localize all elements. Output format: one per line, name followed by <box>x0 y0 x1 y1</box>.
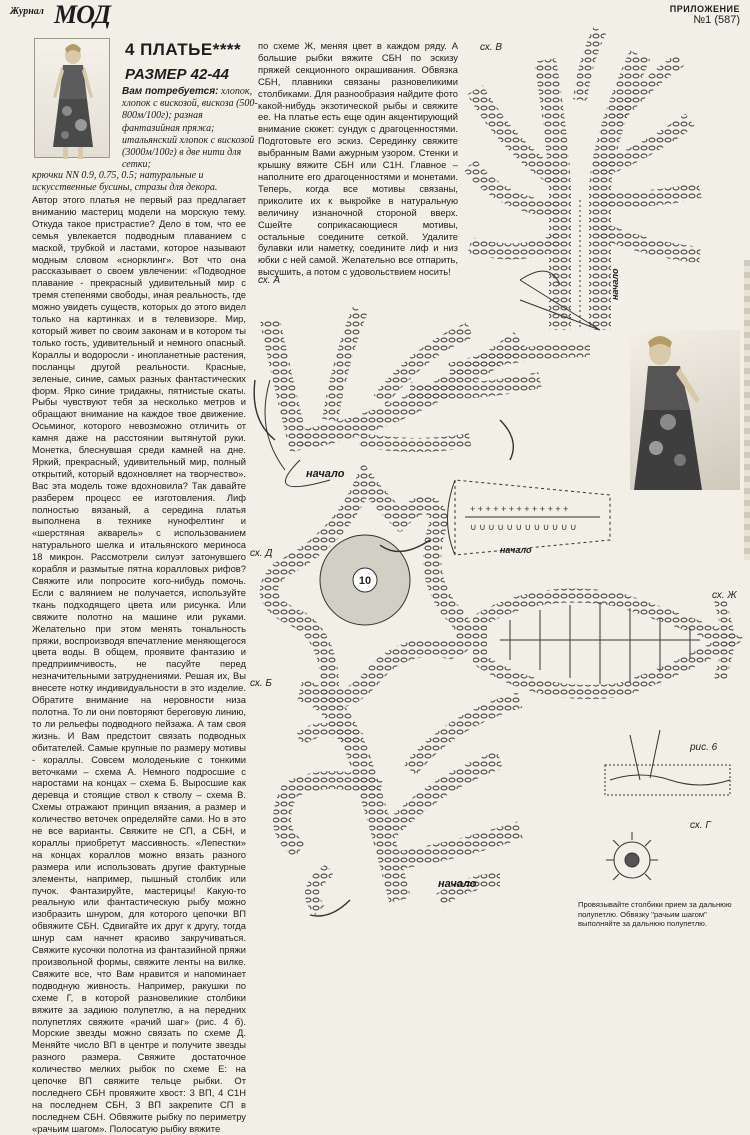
magazine-word: Журнал <box>10 6 44 17</box>
svg-text:∪ ∪ ∪ ∪ ∪ ∪ ∪ ∪ ∪ ∪ ∪ ∪: ∪ ∪ ∪ ∪ ∪ ∪ ∪ ∪ ∪ ∪ ∪ ∪ <box>470 522 577 532</box>
scheme-v-label: сх. В <box>480 42 503 53</box>
scheme-e-diagram <box>448 480 611 555</box>
start-label-a: начало <box>306 468 345 480</box>
supplement-label: ПРИЛОЖЕНИЕ <box>669 4 740 14</box>
article-title: 4 ПЛАТЬЕ**** <box>125 40 242 59</box>
magazine-logo: МОД <box>54 0 111 29</box>
materials-label: Вам потребуется: <box>122 86 219 97</box>
start-label-b: начало <box>438 878 477 890</box>
article-size: РАЗМЕР 42-44 <box>125 66 229 83</box>
figure-6-label: рис. 6 <box>690 742 718 753</box>
scheme-b-label: сх. Б <box>250 678 272 689</box>
scheme-g-label: сх. Г <box>690 820 711 831</box>
materials-list: хлопок, хлопок с вискозой, вискоза (500-800м/100г); разная фантазийная пряжа; итальянский хлопок с вискозой (3000м/100г) в две нити для сетки; <box>122 86 258 171</box>
scheme-v-diagram <box>470 30 700 330</box>
scheme-d-label: сх. Д <box>250 548 273 559</box>
scheme-zh-label: сх. Ж <box>712 590 737 601</box>
article-body-column-1: Автор этого платья не первый раз предлагает вниманию мастериц модели на морскую тему. Откуда такое пристрастие? Дело в том, что ее семья увлекается подводным плаванием с маской, трубкой и ластами, которое называют модным словом «снорклинг». Вот что она рассказывает о своем увлечении: «Подводное плавание - прекрасный удивительный мир с тремя степенями свободы, иная реальность, где можно увидеть существ, которых до этого видел только на картинках и в телевизоре. Мир, который живет по своим законам и в котором ты только гость, удивительный и немного опасный. Кораллы и водоросли - инопланетные растения, посланцы другой реальности. Красные, зеленые, синие, самых разных фантастических форм. Ярко синие тридакны, пятнистые скаты. Рыбы чувствуют тебя за несколько метров и обращают внимание на каждое твое движение. Осьминог, которого невозможно отличить от камня даже на расстоянии вытянутой руки. Монетка, блеснувшая среди камней на дне. Яркий, прекрасный, удивительный мир, полный открытий, который вдохновляет на творчество». Вас эта модель тоже вдохновила? Так давайте разберем процесс ее изготовления. Лиф полностью вязаный, а середина платья выполнена в технике нунофелтинг и «шерстяная акварель» с использованием натурального шелка и итальянского мериноса 18 микрон. Рассмотрели силуэт затонувшего корабля и размытые пятна коралловых рифов? Свяжите или попросите кого-нибудь помочь. Если с валянием не получается, используйте ткань подходящего цвета или рисунка. Или свяжите полотно на машине или руками. Желательно при этом менять тональность пряжи, воспроизводя впечатление меняющегося цвета воды. В общем, проявите фантазию и предприимчивость, не пасуйте перед незначительными затруднениями. Решая их, Вы внесете нотку индивидуальности в это изделие. Обратите внимание на неровности низа полотна. То ли они повторяют береговую линию, то ли рельефы подводного пейзажа. А там своя жизнь. И Вам предстоит связать подводных обитателей. Самые крупные по размеру мотивы - кораллы. Совсем молоденькие с тонкими веточками – схема А. Немного подросшие с наростами на концах – схема Б. Выросшие как деревца и стоящие ствол к стволу – схема В. Схемы отражают принцип вязания, а размер и количество веточек определяйте сами. Но в это не все варианты. Свяжите не СП, а СБН, и кораллы приобретут массивность. «Лепестки» на концах кораллов можно вязать разного размера или использовать другие фактурные элементы, например, пышный столбик или пучок. Фантазируйте, мастерицы! Какую-то реальную или фантастическую рыбу можно изобразить шнуром, для которого цепочки ВП обвяжите СБН. Сдвигайте их друг к другу, тогда шнур сам начнет красиво закручиваться. Свяжите кусочки полотна из фантазийной пряжи произвольной формы, свяжите ленты на вилке. Свяжите все, что Вам нравится и напоминает подводную живность. Например, ракушки по схеме Г, в которой разновеликие столбики вяжите за задиюю полупетлю, а на передних полупетлях свяжите «рачий шаг» (рис. 4 б). Морские звезды можно связать по схеме Д. Меняйте число ВП в центре и получите звезды разного размера. Свяжите достаточное количество мелких рыбок по схеме Е: на цепочке ВП свяжите тельце рыбки. От последнего СБН провяжите хвост: 3 ВП, 4 С1Н на последнем СБН, 3 ВП закрепите СП в последнем СБН. Обвяжите рыбку по периметру «рачьим шагом». Полосатую рыбку вяжите <box>32 194 246 1134</box>
issue-number: №1 (587) <box>693 14 740 26</box>
article-body-column-2: по схеме Ж, меняя цвет в каждом ряду. А большие рыбки вяжите СБН по эскизу пряжей секционного окрашивания. Обвязка СБН, плавники связаны разновеликими столбиками. Для разнообразия найдите фото какой-нибудь экзотической рыбы и свяжите ее. На платье есть еще один акцентирующий внимание сюжет: сундук с драгоценностями. Подготовьте его эскиз. Серединку свяжите выбранным Вами ажурным узором. Стенки и крышку вяжите СБН или С1Н. Главное – наполните его драгоценностями и монетами. Теперь, когда все мотивы связаны, приколите их к выкройке в натуральную величину изнаночной стороной вверх. Сшейте соприкасающиеся мотивы, остальные соедините сеткой. Удалите булавки или наметку, соедините лиф и низ юбки с ней самой. Желательно все отпарить, высушить, а потом с удовольствием носить! <box>258 40 458 278</box>
scheme-d-center-number: 10 <box>358 575 372 587</box>
scheme-d-diagram <box>269 480 465 698</box>
start-label-e: начало <box>500 545 532 555</box>
scheme-b-diagram <box>282 690 520 910</box>
scheme-a-label: сх. А <box>258 275 281 286</box>
svg-text:+ + + + + + + + + + + + +: + + + + + + + + + + + + + <box>470 504 569 514</box>
figure-6-diagram <box>605 730 730 795</box>
start-label-v: начало <box>610 268 620 300</box>
scheme-zh-diagram <box>480 596 730 693</box>
figure-caption: Провязывайте столбики прием за дальнюю полупетлю. Обвязку "рачьим шагом" выполняйте за дальнюю полупетлю. <box>578 900 732 929</box>
scheme-g-diagram <box>606 832 658 880</box>
hooks-text: крючки NN 0.9, 0.75, 0.5; натуральные и искусственные бусины, стразы для декора. <box>32 170 218 194</box>
scheme-a-diagram <box>265 271 590 487</box>
model-photo-middle <box>630 330 740 490</box>
